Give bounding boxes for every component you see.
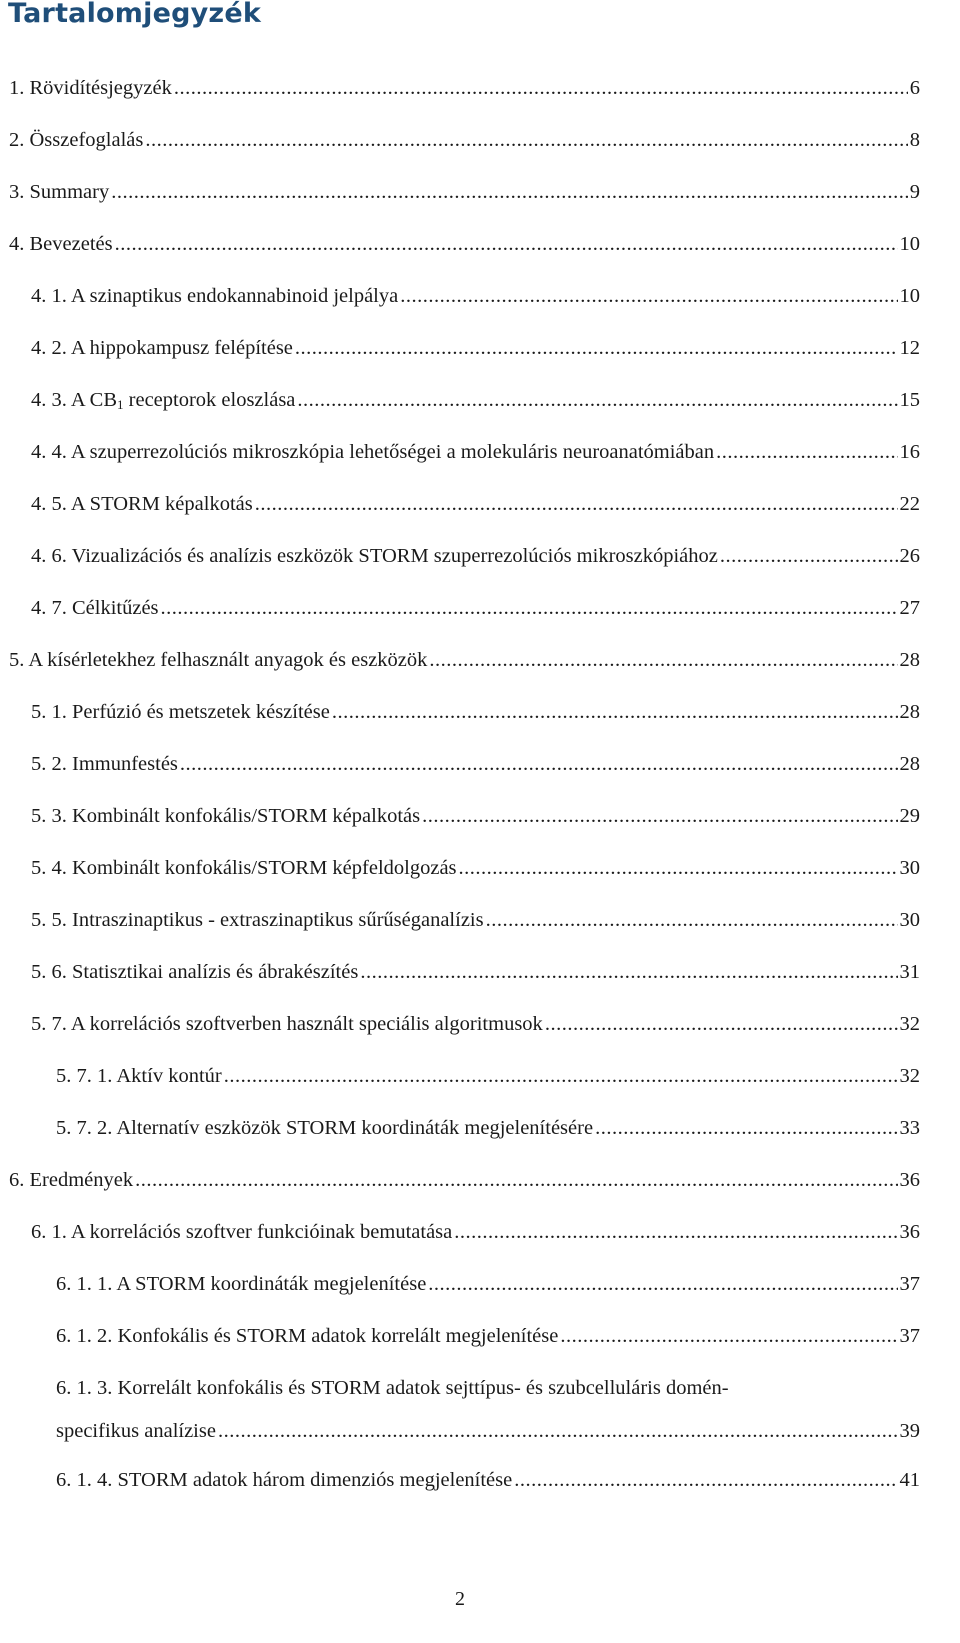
dot-leader — [111, 166, 908, 218]
dot-leader — [486, 894, 898, 946]
toc-entry-title: 4. 6. Vizualizációs és analízis eszközök STORM szuperrezolúciós mikroszkópiához — [31, 545, 718, 567]
toc-entry-page: 31 — [899, 961, 920, 983]
toc-entry-title: 5. 7. A korrelációs szoftverben használt speciális algoritmusok — [31, 1013, 543, 1035]
toc-entry[interactable] — [0, 478, 960, 530]
dot-leader — [218, 1408, 898, 1454]
toc-entry-page: 37 — [899, 1325, 920, 1347]
toc-entry-page: 28 — [899, 701, 920, 723]
dot-leader — [428, 1258, 897, 1310]
toc-entry-page: 32 — [899, 1013, 920, 1035]
dot-leader — [174, 62, 908, 114]
toc-entry-page: 6 — [909, 77, 920, 99]
dot-leader — [360, 946, 897, 998]
toc-entry[interactable] — [0, 1362, 960, 1454]
toc-entry-page: 22 — [899, 493, 920, 515]
toc-entry-page: 15 — [899, 389, 920, 411]
toc-entry-page: 8 — [909, 129, 920, 151]
toc-entry[interactable] — [0, 1454, 960, 1506]
dot-leader — [180, 738, 898, 790]
dot-leader — [135, 1154, 897, 1206]
toc-entry-page: 28 — [899, 649, 920, 671]
toc-entry[interactable] — [0, 1050, 960, 1102]
toc-entry-title: 5. 3. Kombinált konfokális/STORM képalkotás — [31, 805, 421, 827]
toc-entry-title: 3. Summary — [9, 181, 110, 203]
table-of-contents — [0, 62, 960, 1506]
dot-leader — [545, 998, 898, 1050]
dot-leader — [332, 686, 898, 738]
dot-leader — [429, 634, 897, 686]
toc-entry[interactable] — [0, 218, 960, 270]
toc-entry[interactable] — [0, 790, 960, 842]
toc-entry-title: 5. 2. Immunfestés — [31, 753, 178, 775]
toc-entry[interactable] — [0, 1102, 960, 1154]
dot-leader — [459, 842, 898, 894]
toc-entry[interactable] — [0, 738, 960, 790]
toc-entry-title: 5. 7. 1. Aktív kontúr — [56, 1065, 222, 1087]
toc-entry-title: 5. 1. Perfúzió és metszetek készítése — [31, 701, 330, 723]
toc-entry-page: 36 — [899, 1221, 920, 1243]
toc-entry[interactable] — [0, 686, 960, 738]
toc-entry[interactable] — [0, 1258, 960, 1310]
toc-entry-title: 5. 5. Intraszinaptikus - extraszinaptikus sűrűséganalízis — [31, 909, 484, 931]
toc-entry-title: 5. 7. 2. Alternatív eszközök STORM koordináták megjelenítésére — [56, 1117, 594, 1139]
toc-entry-page: 27 — [899, 597, 920, 619]
toc-entry[interactable] — [0, 270, 960, 322]
toc-entry[interactable] — [0, 530, 960, 582]
toc-entry-title-part: receptorok eloszlása — [123, 389, 296, 411]
toc-entry[interactable] — [0, 842, 960, 894]
toc-entry[interactable] — [0, 1154, 960, 1206]
toc-entry-title: 4. 4. A szuperrezolúciós mikroszkópia lehetőségei a molekuláris neuroanatómiában — [31, 441, 715, 463]
toc-entry-page: 28 — [899, 753, 920, 775]
toc-entry[interactable] — [0, 894, 960, 946]
toc-entry-title: 1. Rövidítésjegyzék — [9, 77, 172, 99]
toc-entry[interactable] — [0, 634, 960, 686]
toc-entry-title: 6. 1. 2. Konfokális és STORM adatok korrelált megjelenítése — [56, 1325, 559, 1347]
toc-entry-page: 36 — [899, 1169, 920, 1191]
dot-leader — [145, 114, 907, 166]
toc-entry-title: 6. 1. 4. STORM adatok három dimenziós megjelenítése — [56, 1469, 513, 1491]
toc-entry-title: 4. 2. A hippokampusz felépítése — [31, 337, 293, 359]
dot-leader — [161, 582, 898, 634]
toc-entry-title: 2. Összefoglalás — [9, 129, 144, 151]
toc-entry-title: 4. Bevezetés — [9, 233, 113, 255]
toc-entry-title: 6. 1. 1. A STORM koordináták megjelenítése — [56, 1273, 427, 1295]
toc-entry[interactable] — [0, 946, 960, 998]
toc-entry[interactable] — [0, 62, 960, 114]
toc-entry[interactable] — [0, 322, 960, 374]
toc-entry[interactable] — [0, 426, 960, 478]
toc-entry-page: 30 — [899, 857, 920, 879]
toc-entry-page: 10 — [899, 285, 920, 307]
toc-entry[interactable] — [0, 114, 960, 166]
toc-entry-title: 5. A kísérletekhez felhasznált anyagok és eszközök — [9, 649, 428, 671]
toc-entry-page: 37 — [899, 1273, 920, 1295]
toc-entry-title: 4. 5. A STORM képalkotás — [31, 493, 253, 515]
toc-entry-title: 6. 1. 3. Korrelált konfokális és STORM adatok sejttípus- és szubcelluláris domén- — [56, 1377, 729, 1399]
toc-entry-title — [31, 374, 295, 431]
dot-leader — [255, 478, 898, 530]
toc-entry-title: 5. 4. Kombinált konfokális/STORM képfeldolgozás — [31, 857, 457, 879]
toc-entry[interactable] — [0, 582, 960, 634]
toc-entry-page: 29 — [899, 805, 920, 827]
toc-entry-page: 30 — [899, 909, 920, 931]
dot-leader — [595, 1102, 897, 1154]
dot-leader — [295, 322, 898, 374]
toc-entry[interactable] — [0, 998, 960, 1050]
toc-heading: Tartalomjegyzék — [8, 0, 262, 29]
toc-entry-title: 6. 1. A korrelációs szoftver funkcióinak bemutatása — [31, 1221, 453, 1243]
dot-leader — [716, 426, 897, 478]
toc-entry-title: 4. 1. A szinaptikus endokannabinoid jelpálya — [31, 285, 399, 307]
toc-entry-page: 33 — [899, 1117, 920, 1139]
toc-entry-continuation — [56, 1408, 920, 1454]
dot-leader — [400, 270, 897, 322]
toc-entry-page: 9 — [909, 181, 920, 203]
toc-entry-title: 5. 6. Statisztikai analízis és ábrakészítés — [31, 961, 359, 983]
toc-entry-page: 41 — [899, 1469, 920, 1491]
dot-leader — [454, 1206, 897, 1258]
dot-leader — [514, 1454, 897, 1506]
toc-entry-title: 6. Eredmények — [9, 1169, 134, 1191]
toc-entry-page: 16 — [899, 441, 920, 463]
dot-leader — [297, 374, 897, 426]
page-number: 2 — [455, 1588, 465, 1610]
toc-entry-title: 4. 7. Célkitűzés — [31, 597, 159, 619]
toc-entry-title-part: 4. 3. A CB — [31, 389, 118, 411]
dot-leader — [560, 1310, 897, 1362]
dot-leader — [115, 218, 898, 270]
dot-leader — [720, 530, 898, 582]
toc-entry-page: 26 — [899, 545, 920, 567]
dot-leader — [422, 790, 897, 842]
toc-entry[interactable] — [0, 374, 960, 426]
toc-entry-title-continued: specifikus analízise — [56, 1420, 216, 1442]
toc-entry[interactable] — [0, 166, 960, 218]
dot-leader — [224, 1050, 898, 1102]
toc-entry-page: 10 — [899, 233, 920, 255]
toc-entry-page: 12 — [899, 337, 920, 359]
toc-entry-page: 32 — [899, 1065, 920, 1087]
subscript: 1 — [117, 397, 124, 412]
toc-entry-page: 39 — [899, 1420, 920, 1442]
toc-entry[interactable] — [0, 1310, 960, 1362]
toc-entry[interactable] — [0, 1206, 960, 1258]
